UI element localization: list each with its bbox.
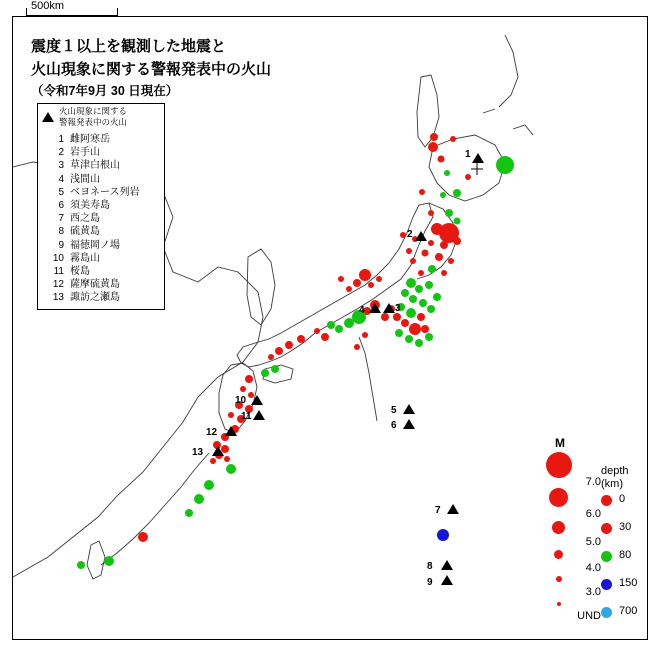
title-line-2: 火山現象に関する警報発表中の火山 — [31, 61, 272, 79]
map-volcano-number-8: 8 — [427, 561, 433, 572]
depth-label-150: 150 — [619, 577, 638, 589]
volcano-name: 諏訪之瀬島 — [70, 292, 120, 304]
volcano-name: 桜島 — [70, 265, 90, 277]
map-volcano-number-12: 12 — [206, 427, 218, 438]
list-item — [42, 239, 160, 252]
magnitude-legend-title: M — [555, 436, 565, 450]
magnitude-label-6: 6.0 — [585, 508, 601, 520]
volcano-name: 西之島 — [70, 213, 100, 225]
depth-swatch-80 — [601, 551, 612, 562]
list-item — [42, 212, 160, 225]
magnitude-legend — [541, 436, 601, 631]
scale-bar-line — [26, 8, 118, 16]
magnitude-swatch-und — [557, 602, 561, 606]
map-volcano-number-3: 3 — [395, 303, 401, 314]
list-item — [42, 265, 160, 278]
volcano-marker-8 — [441, 560, 453, 570]
volcano-name-list — [37, 129, 165, 310]
list-item — [42, 278, 160, 291]
magnitude-swatch-3 — [556, 576, 562, 582]
volcano-name: 雌阿寒岳 — [70, 134, 110, 145]
map-volcano-number-1: 1 — [465, 149, 471, 160]
volcano-name: 福徳岡ノ場 — [70, 239, 120, 251]
map-volcano-number-6: 6 — [391, 420, 397, 431]
volcano-number: 10 — [52, 252, 64, 264]
volcano-marker-7 — [447, 504, 459, 514]
volcano-number: 6 — [58, 199, 64, 211]
list-item — [42, 159, 160, 172]
magnitude-label-und: UND — [577, 610, 601, 622]
triangle-icon — [42, 112, 54, 122]
depth-swatch-150 — [601, 579, 612, 590]
map-title — [31, 35, 361, 101]
volcano-name: 硫黄島 — [70, 226, 100, 238]
magnitude-swatch-6 — [549, 488, 568, 507]
map-volcano-number-10: 10 — [235, 395, 247, 406]
volcano-marker-11 — [253, 410, 265, 420]
depth-label-30: 30 — [619, 521, 632, 533]
depth-swatch-0 — [601, 495, 612, 506]
magnitude-swatch-4 — [554, 550, 563, 559]
volcano-marker-2 — [415, 231, 427, 241]
depth-legend-title-line-1: depth — [601, 465, 629, 477]
volcano-number: 12 — [52, 279, 64, 291]
volcano-number: 4 — [58, 173, 64, 185]
volcano-name: 浅間山 — [70, 173, 100, 185]
map-volcano-number-7: 7 — [435, 505, 441, 516]
volcano-name: 岩手山 — [70, 147, 100, 159]
volcano-marker-1 — [472, 153, 484, 163]
volcano-name: 草津白根山 — [70, 160, 120, 172]
list-item — [42, 146, 160, 159]
map-volcano-number-11: 11 — [241, 411, 252, 422]
title-line-1: 震度１以上を観測した地震と — [31, 38, 227, 55]
magnitude-label-4: 4.0 — [585, 562, 601, 574]
volcano-legend-line-2: 警報発表中の火山 — [59, 117, 128, 127]
depth-swatch-700 — [601, 607, 612, 618]
volcano-number: 8 — [58, 226, 64, 238]
volcano-number: 7 — [58, 213, 64, 225]
volcano-name: 霧島山 — [70, 252, 100, 264]
list-item — [42, 173, 160, 186]
depth-legend — [601, 465, 645, 615]
volcano-number: 3 — [58, 160, 64, 172]
list-item — [42, 252, 160, 265]
volcano-number: 13 — [52, 292, 64, 304]
magnitude-swatch-7 — [546, 452, 572, 478]
volcano-symbol-legend — [37, 103, 165, 131]
volcano-name: ベヨネース列岩 — [70, 186, 140, 198]
list-item — [42, 225, 160, 238]
depth-label-80: 80 — [619, 549, 632, 561]
depth-legend-title — [601, 465, 629, 490]
map-frame — [12, 16, 648, 640]
list-item — [42, 291, 160, 304]
magnitude-label-5: 5.0 — [585, 536, 601, 548]
volcano-number: 11 — [53, 265, 64, 277]
volcano-marker-9 — [441, 575, 453, 585]
volcano-marker-6 — [403, 419, 415, 429]
list-item — [42, 186, 160, 199]
depth-label-0: 0 — [619, 493, 626, 505]
volcano-name: 薩摩硫黄島 — [70, 279, 120, 291]
volcano-legend-line-1: 火山現象に関する — [59, 106, 128, 117]
depth-swatch-30 — [601, 523, 612, 534]
volcano-marker-5 — [403, 404, 415, 414]
scale-bar — [26, 2, 118, 16]
volcano-number: 5 — [58, 186, 64, 198]
magnitude-label-7: 7.0 — [585, 476, 601, 488]
volcano-legend-text — [59, 106, 127, 127]
list-item — [42, 133, 160, 146]
scale-bar-label: 500km — [31, 0, 65, 12]
volcano-number: 9 — [58, 239, 64, 251]
list-item — [42, 199, 160, 212]
magnitude-label-3: 3.0 — [585, 586, 601, 598]
volcano-number: 2 — [58, 147, 64, 159]
map-volcano-number-4: 4 — [359, 305, 365, 316]
depth-legend-title-line-2: (km) — [601, 477, 623, 490]
volcano-marker-group — [212, 153, 484, 585]
map-volcano-number-5: 5 — [391, 405, 397, 416]
depth-label-700: 700 — [619, 605, 638, 617]
title-line-3: （令和7年9月 30 日現在） — [31, 83, 179, 98]
map-volcano-number-9: 9 — [427, 577, 433, 588]
map-volcano-number-2: 2 — [407, 229, 413, 240]
volcano-name: 須美寿島 — [70, 199, 110, 211]
volcano-number: 1 — [58, 134, 64, 145]
magnitude-swatch-5 — [552, 521, 565, 534]
cross-marker — [471, 163, 483, 175]
map-volcano-number-13: 13 — [192, 447, 204, 458]
